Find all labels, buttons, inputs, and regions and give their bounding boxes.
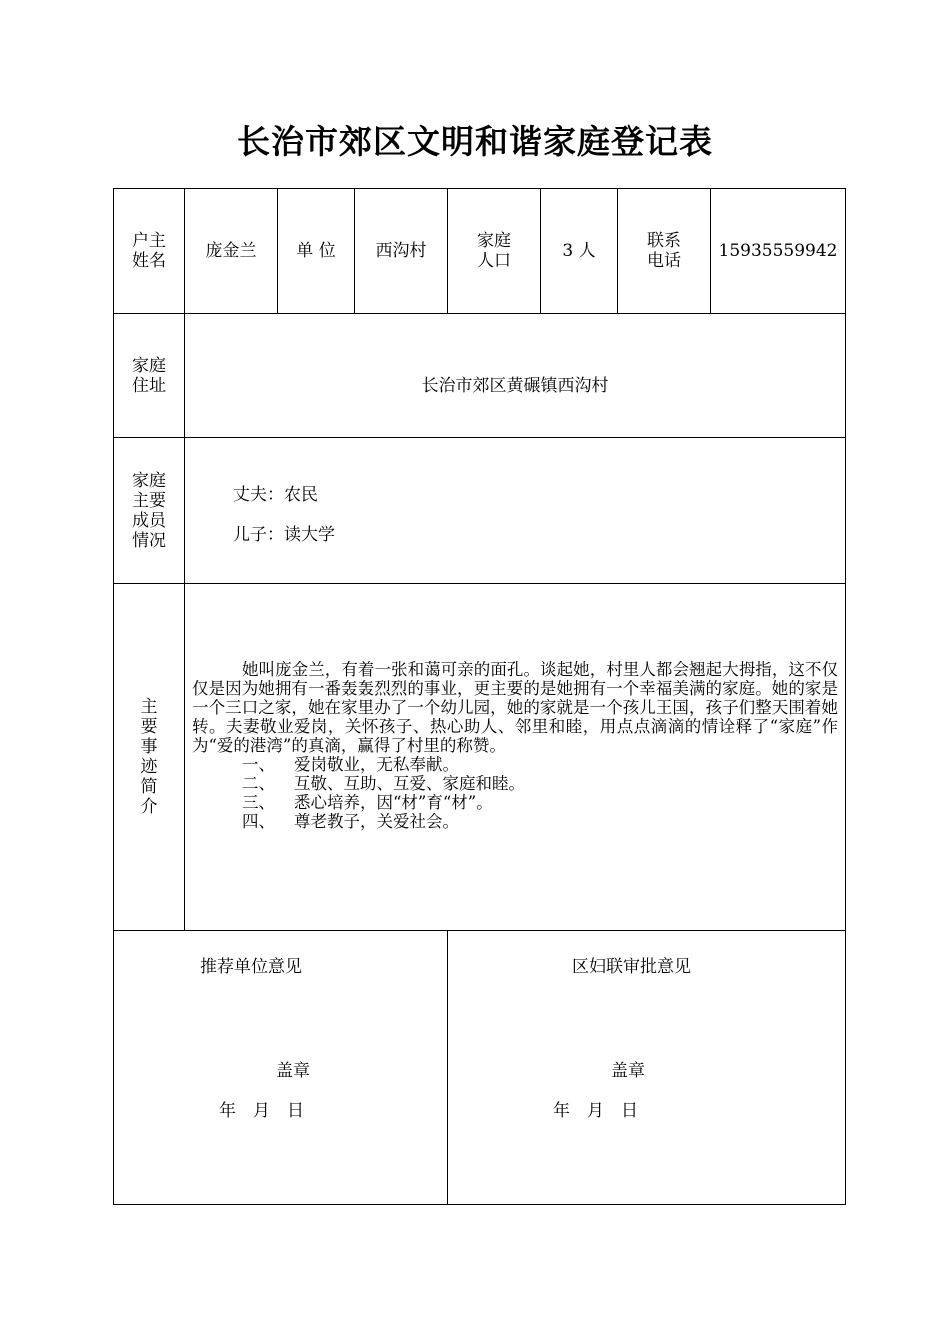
deeds-item: [192, 755, 838, 774]
unit-value: 西沟村: [375, 241, 427, 261]
unit-label: 单 位: [296, 241, 336, 261]
members-label-line3: 成员: [132, 510, 166, 531]
deeds-label-char2: 要: [140, 717, 158, 737]
deeds-label: [114, 584, 184, 930]
phone-value: 15935559942: [718, 241, 838, 261]
deeds-item-number: 三、: [242, 793, 275, 812]
member-son: 儿子：读大学: [233, 525, 335, 545]
deeds-item: [192, 793, 838, 812]
deeds-item-text: 爱岗敬业，无私奉献。: [294, 755, 459, 774]
deeds-item-number: 四、: [242, 812, 275, 831]
womens-federation-date: 年 月 日: [553, 1101, 638, 1121]
members-label-line1: 家庭: [132, 470, 166, 491]
phone-label-line2: 电话: [647, 251, 681, 271]
deeds-label-char4: 迹: [140, 757, 158, 777]
deeds-text: [192, 660, 838, 831]
recommend-unit-seal: 盖章: [276, 1061, 310, 1081]
deeds-label-char3: 事: [140, 737, 158, 757]
members-label-line4: 情况: [132, 530, 166, 551]
head-name-label-line2: 姓名: [132, 251, 166, 271]
womens-federation-seal: 盖章: [611, 1061, 645, 1081]
address-label: [114, 314, 184, 437]
member-husband: 丈夫：农民: [233, 485, 318, 505]
head-name-value: 庞金兰: [205, 241, 257, 261]
womens-federation-heading: 区妇联审批意见: [572, 957, 691, 977]
address-label-line2: 住址: [132, 375, 166, 396]
deeds-label-char6: 介: [140, 797, 158, 817]
phone-label-line1: 联系: [647, 231, 681, 251]
deeds-item-number: 一、: [242, 755, 275, 774]
deeds-item-text: 悉心培养，因“材”育“材”。: [294, 793, 493, 812]
head-name-label: [114, 189, 184, 313]
family-size-label: [448, 189, 540, 313]
family-size-label-line1: 家庭: [477, 231, 511, 251]
deeds-item: [192, 812, 838, 831]
family-size-label-line2: 人口: [477, 251, 511, 271]
phone-label: [618, 189, 710, 313]
family-size-value: 3 人: [562, 241, 596, 261]
page-title: 长治市郊区文明和谐家庭登记表: [237, 122, 713, 161]
deeds-paragraph: 她叫庞金兰，有着一张和蔼可亲的面孔。谈起她，村里人都会翘起大拇指，这不仅仅是因为她拥有一番轰轰烈烈的事业，更主要的是她拥有一个幸福美满的家庭。她的家是一个三口之家，她在家里办了一个幼儿园，她的家就是一个孩儿王国，孩子们整天围着她转。夫妻敬业爱岗，关怀孩子、热心助人、邻里和睦，用点点滴滴的情诠释了“家庭”作为“爱的港湾”的真滴，赢得了村里的称赞。: [192, 660, 838, 755]
recommend-unit-date: 年 月 日: [219, 1101, 304, 1121]
address-value: 长治市郊区黄碾镇西沟村: [421, 375, 609, 396]
recommend-unit-heading: 推荐单位意见: [200, 957, 302, 977]
members-label-line2: 主要: [132, 490, 166, 511]
deeds-item-text: 尊老教子，关爱社会。: [294, 812, 459, 831]
deeds-item-text: 互敬、互助、互爱、家庭和睦。: [294, 774, 525, 793]
deeds-label-char1: 主: [140, 697, 158, 717]
deeds-label-char5: 简: [140, 777, 158, 797]
deeds-item: [192, 774, 838, 793]
address-label-line1: 家庭: [132, 355, 166, 376]
deeds-item-number: 二、: [242, 774, 275, 793]
head-name-label-line1: 户主: [132, 231, 166, 251]
members-label: [114, 438, 184, 583]
